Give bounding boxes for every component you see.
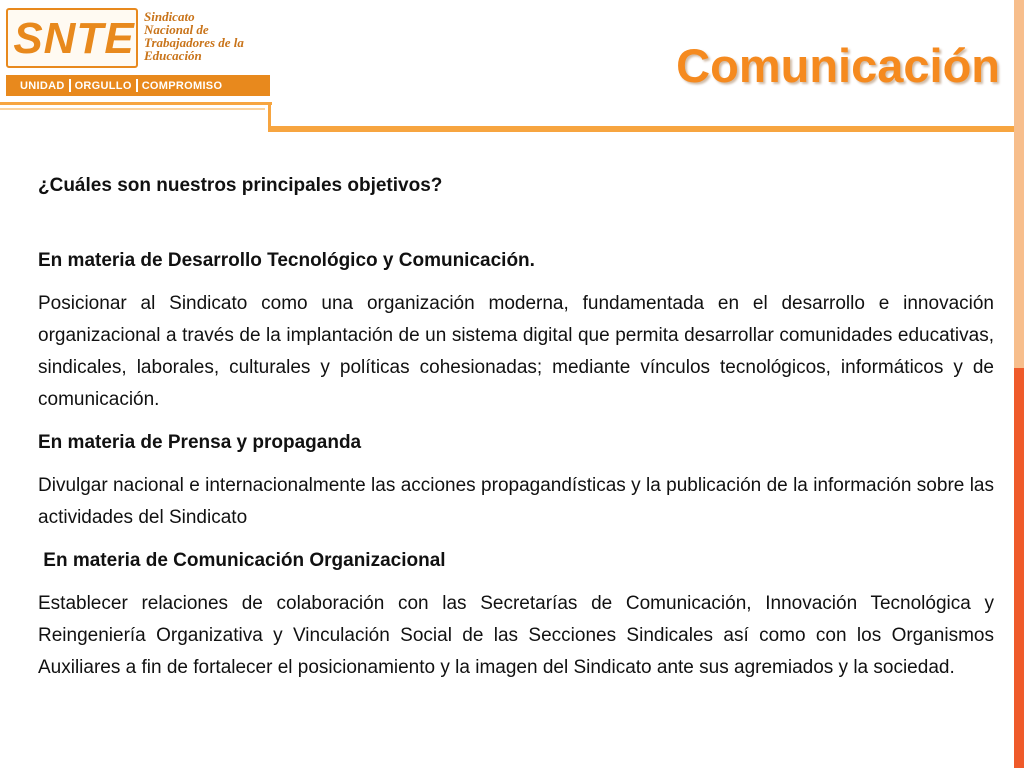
motto-separator [69,79,71,92]
right-accent-bar-light [1014,0,1024,370]
org-name-line: Educación [144,48,202,63]
motto-separator [136,79,138,92]
logo-wordmark: SNTE [13,14,135,63]
objectives-question: ¿Cuáles son nuestros principales objetivos? [38,175,443,196]
snte-logo [6,8,270,98]
section-body: Posicionar al Sindicato como una organización moderna, fundamentada en el desarrollo e innovación organizacional a través de la implantación de un sistema digital que permita desarrollar comunidades educativas, sindicales, laborales, culturales y políticas cohesionadas; mediante vínculos tecnológicos, informáticos y de comunicación. [38,293,994,410]
motto-word: UNIDAD [20,79,65,92]
org-name-line: Trabajadores de la [144,35,244,50]
slide-content [38,170,994,684]
header-rule-right [268,126,1014,132]
org-name-line: Nacional de [144,22,209,37]
logo-box [6,8,138,68]
section-heading: En materia de Desarrollo Tecnológico y Comunicación. [38,250,535,271]
header-rule-left [0,102,272,105]
right-accent-bar-red [1014,368,1024,768]
section-heading: En materia de Prensa y propaganda [38,432,362,453]
motto-word: ORGULLO [74,79,132,92]
org-name [144,10,274,62]
section-heading: En materia de Comunicación Organizacional [38,550,446,571]
motto-word: COMPROMISO [141,79,223,92]
section-body: Divulgar nacional e internacionalmente las acciones propagandísticas y la publicación de la información sobre las actividades del Sindicato [38,475,994,528]
section-body: Establecer relaciones de colaboración con las Secretarías de Comunicación, Innovación Tecnológica y Reingeniería Organizativa y Vinculación Social de las Secciones Sindicales así como con los Organismos Auxiliares a fin de fortalecer el posicionamiento y la imagen del Sindicato ante sus agremiados y la sociedad. [38,593,994,678]
motto-strip [6,75,270,96]
header-rule-left-thin [0,108,265,110]
slide-title: Comunicación [676,39,1000,92]
org-name-line: Sindicato [144,9,195,24]
